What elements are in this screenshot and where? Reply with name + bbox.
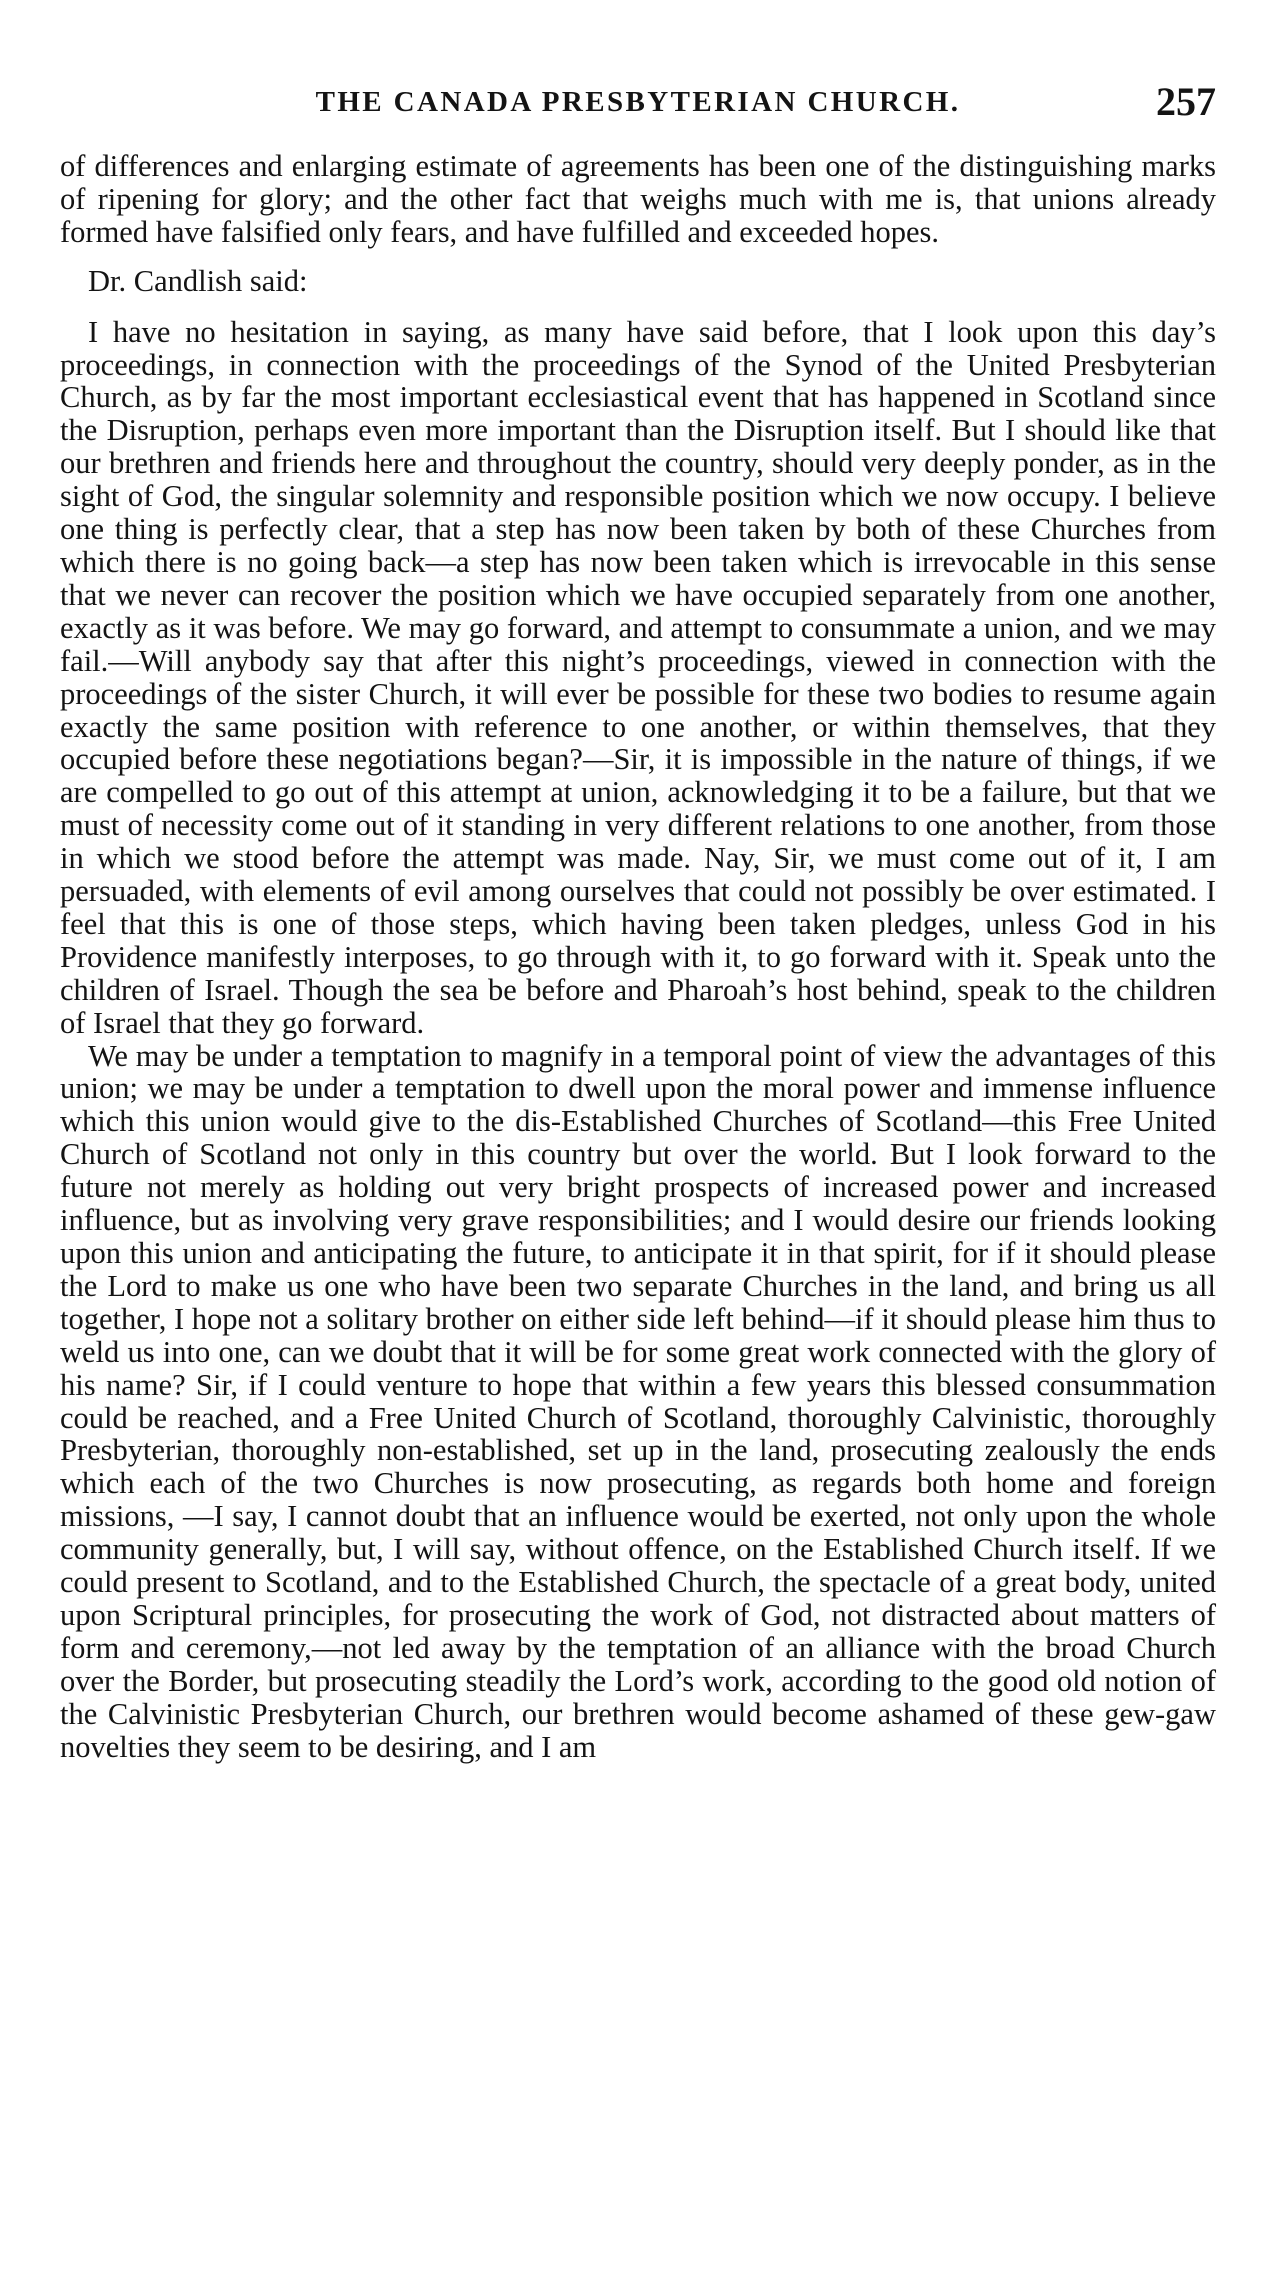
paragraph-speech-1: I have no hesitation in saying, as many have said before, that I look upon this day’s proceedings, in connection with the proceedings of the Synod of the United Presbyterian Church, as by far the most important ecclesiastical event that has happened in Scotland since the Disruption, perhaps even more important than the Disruption itself. But I should like that our brethren and friends here and throughout the country, should very deeply ponder, as in the sight of God, the singular solemnity and responsible position which we now occupy. I believe one thing is perfectly clear, that a step has now been taken by both of these Churches from which there is no going back—a step has now been taken which is irrevocable in this sense that we never can recover the position which we have occupied separately from one another, exactly as it was before. We may go forward, and attempt to consummate a union, and we may fail.—Will anybody say that after this night’s proceedings, viewed in connection with the proceedings of the sister Church, it will ever be possible for these two bodies to resume again exactly the same position with reference to one another, or within themselves, that they occupied before these negotiations began?—Sir, it is impossible in the nature of things, if we are compelled to go out of this attempt at union, acknowledging it to be a failure, but that we must of necessity come out of it standing in very different relations to one another, from those in which we stood before the attempt was made. Nay, Sir, we must come out of it, I am persuaded, with elements of evil among ourselves that could not possibly be over estimated. I feel that this is one of those steps, which having been taken pledges, unless God in his Providence manifestly interposes, to go through with it, to go forward with it. Speak unto the children of Israel. Though the sea be before and Pharoah’s host behind, speak to the children of Israel that they go forward. xyxy=(60,314,1216,1040)
document-page xyxy=(60,78,1216,1764)
paragraph-speech-2: We may be under a temptation to magnify in a temporal point of view the advantages of this union; we may be under a temptation to dwell upon the moral power and immense influence which this union would give to the dis-Established Churches of Scotland—this Free United Church of Scotland not only in this country but over the world. But I look forward to the future not merely as holding out very bright prospects of increased power and increased influence, but as involving very grave responsibilities; and I would desire our friends looking upon this union and anticipating the future, to anticipate it in that spirit, for if it should please the Lord to make us one who have been two separate Churches in the land, and bring us all together, I hope not a solitary brother on either side left behind—if it should please him thus to weld us into one, can we doubt that it will be for some great work connected with the glory of his name? Sir, if I could venture to hope that within a few years this blessed consummation could be reached, and a Free United Church of Scotland, thoroughly Calvinistic, thoroughly Presbyterian, thoroughly non-established, set up in the land, prosecuting zealously the ends which each of the two Churches is now prosecuting, as regards both home and foreign missions, —I say, I cannot doubt that an influence would be exerted, not only upon the whole community generally, but, I will say, without offence, on the Established Church itself. If we could present to Scotland, and to the Established Church, the spectacle of a great body, united upon Scriptural principles, for prosecuting the work of God, not distracted about matters of form and ceremony,—not led away by the temptation of an alliance with the broad Church over the Border, but prosecuting steadily the Lord’s work, according to the good old notion of the Calvinistic Presbyterian Church, our brethren would become ashamed of these gew-gaw novelties they seem to be desiring, and I am xyxy=(60,1038,1216,1764)
page-header xyxy=(60,78,1216,134)
body-text xyxy=(60,150,1216,1764)
paragraph-continued: of differences and enlarging estimate of agreements has been one of the distinguishing marks of ripening for glory; and the other fact that weighs much with me is, that unions already formed have falsified only fears, and have fulfilled and exceeded hopes. xyxy=(60,149,1216,249)
running-title: THE CANADA PRESBYTERIAN CHURCH. xyxy=(315,86,961,118)
speaker-line: Dr. Candlish said: xyxy=(88,263,308,298)
page-number: 257 xyxy=(1156,79,1216,124)
